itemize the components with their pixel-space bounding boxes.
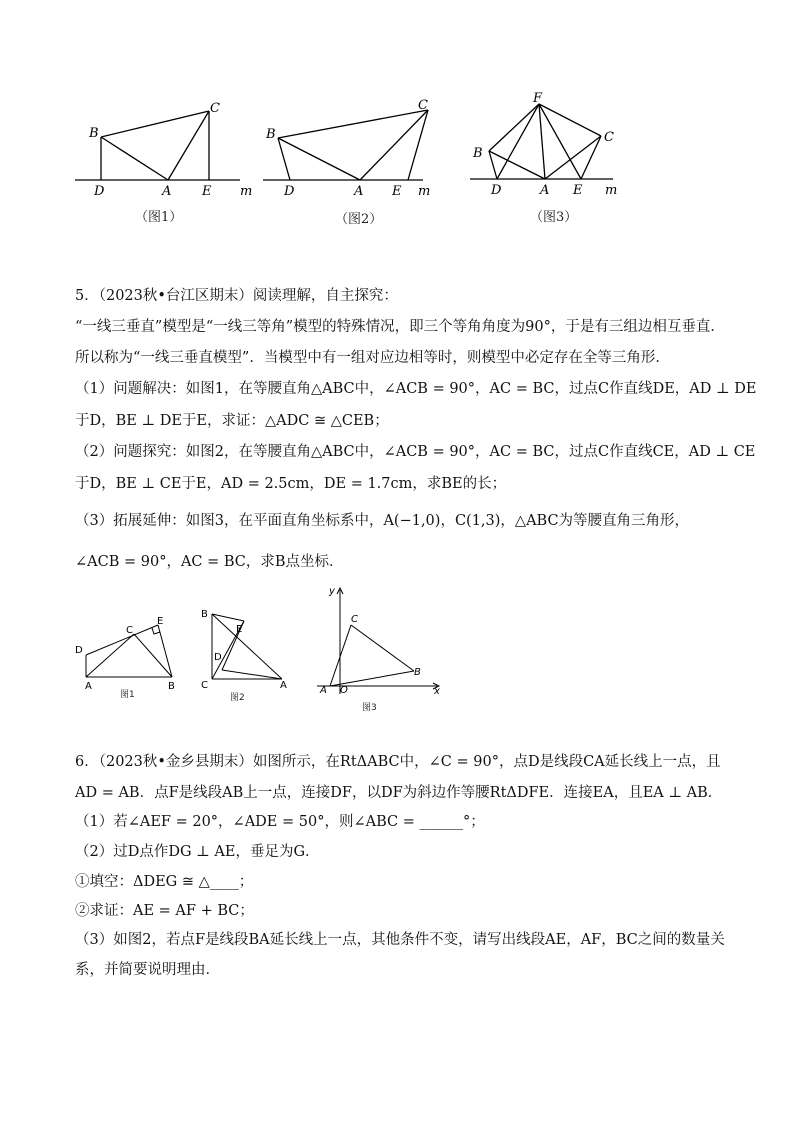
q5fig3-label-C: C	[351, 614, 358, 625]
fig1-label-A: A	[162, 184, 172, 199]
q5-line-2: 所以称为“一线三垂直模型”．当模型中有一组对应边相等时，则模型中必定存在全等三角形．	[75, 350, 670, 366]
q5fig3-label-B: B	[414, 667, 421, 678]
q5fig3-label-y: y	[329, 586, 335, 597]
fig2-label-B: B	[266, 127, 276, 142]
q5fig1-label-C: C	[126, 625, 133, 636]
q5-figure-2-caption: 图2	[230, 693, 245, 703]
q5fig1-label-B: B	[168, 681, 175, 692]
fig1-label-E: E	[202, 184, 212, 199]
fig3-label-D: D	[491, 183, 502, 198]
q6-line-2: （1）若∠AEF = 20°，∠ADE = 50°，则∠ABC = ______°；	[75, 814, 485, 830]
q6-line-5: ②求证：AE = AF + BC；	[75, 903, 254, 919]
fig3-label-F: F	[533, 91, 543, 106]
fig1-label-B: B	[89, 126, 99, 141]
q6-header: 6．（2023秋•金乡县期末）如图所示，在RtΔABC中，∠C = 90°，点D是线段CA延长线上一点，且	[75, 754, 721, 770]
top-figure-3	[465, 90, 625, 200]
q5-line-1: “一线三垂直”模型是“一线三等角”模型的特殊情况，即三个等角角度为90°，于是有三组边相互垂直．	[75, 319, 725, 335]
fig2-label-E: E	[392, 184, 402, 199]
q5-line-3: （1）问题解决：如图1，在等腰直角△ABC中，∠ACB = 90°，AC = BC，过点C作直线DE，AD ⊥ DE	[75, 381, 757, 397]
q5fig1-label-E: E	[157, 616, 164, 627]
q5fig1-label-A: A	[85, 681, 92, 692]
q5-line-6: 于D，BE ⊥ CE于E，AD = 2.5cm，DE = 1.7cm，求BE的长；	[75, 476, 507, 492]
q5-line-7: （3）拓展延伸：如图3，在平面直角坐标系中，A(−1,0)，C(1,3)，△ABC为等腰直角三角形，	[75, 513, 690, 529]
q5fig3-label-A: A	[320, 685, 327, 696]
top-figure-1	[70, 95, 255, 200]
top-figure-1-caption: （图1）	[135, 210, 183, 225]
q5-line-5: （2）问题探究：如图2，在等腰直角△ABC中，∠ACB = 90°，AC = BC，过点C作直线CE，AD ⊥ CE	[75, 444, 756, 460]
fig1-label-D: D	[94, 184, 105, 199]
fig1-label-C: C	[210, 101, 220, 116]
fig2-label-D: D	[284, 184, 295, 199]
top-figure-2	[258, 92, 438, 200]
q5-line-4: 于D，BE ⊥ DE于E，求证：△ADC ≅ △CEB；	[75, 413, 389, 429]
q5-header: 5．（2023秋•台江区期末）阅读理解，自主探究：	[75, 288, 398, 304]
q5fig2-label-C: C	[201, 680, 208, 691]
fig2-label-m: m	[418, 184, 431, 199]
q5fig1-label-D: D	[75, 645, 83, 656]
fig2-label-C: C	[418, 98, 428, 113]
q6-line-1: AD = AB．点F是线段AB上一点，连接DF，以DF为斜边作等腰RtΔDFE．连接EA，且EA ⊥ AB．	[75, 785, 723, 801]
q5-figure-3-caption: 图3	[362, 703, 377, 713]
q5-figure-2	[198, 604, 293, 694]
q5-figure-1-caption: 图1	[120, 690, 135, 700]
fig3-label-E: E	[573, 183, 583, 198]
q5fig3-label-O: O	[340, 685, 348, 696]
fig3-label-m: m	[605, 183, 618, 198]
q5fig2-label-D: D	[214, 652, 222, 663]
q5fig2-label-A: A	[280, 680, 287, 691]
q6-line-7: 系，并简要说明理由．	[75, 962, 220, 978]
q6-line-4: ①填空：ΔDEG ≅ △____；	[75, 874, 254, 890]
fig3-label-B: B	[473, 146, 483, 161]
fig3-label-A: A	[540, 183, 550, 198]
q5-line-8: ∠ACB = 90°，AC = BC，求B点坐标．	[75, 554, 344, 570]
top-figure-3-caption: （图3）	[530, 210, 578, 225]
fig3-label-C: C	[604, 130, 614, 145]
q6-line-6: （3）如图2，若点F是线段BA延长线上一点，其他条件不变，请写出线段AE，AF，BC之间的数量关	[75, 932, 725, 948]
q5fig2-label-B: B	[201, 609, 208, 620]
top-figure-2-caption: （图2）	[335, 212, 383, 227]
fig1-label-m: m	[240, 184, 253, 199]
q6-line-3: （2）过D点作DG ⊥ AE，垂足为G．	[75, 844, 320, 860]
q5fig2-label-E: E	[236, 624, 243, 635]
fig2-label-A: A	[354, 184, 364, 199]
q5fig3-label-x: x	[434, 686, 440, 697]
q5-figure-3	[312, 582, 447, 697]
